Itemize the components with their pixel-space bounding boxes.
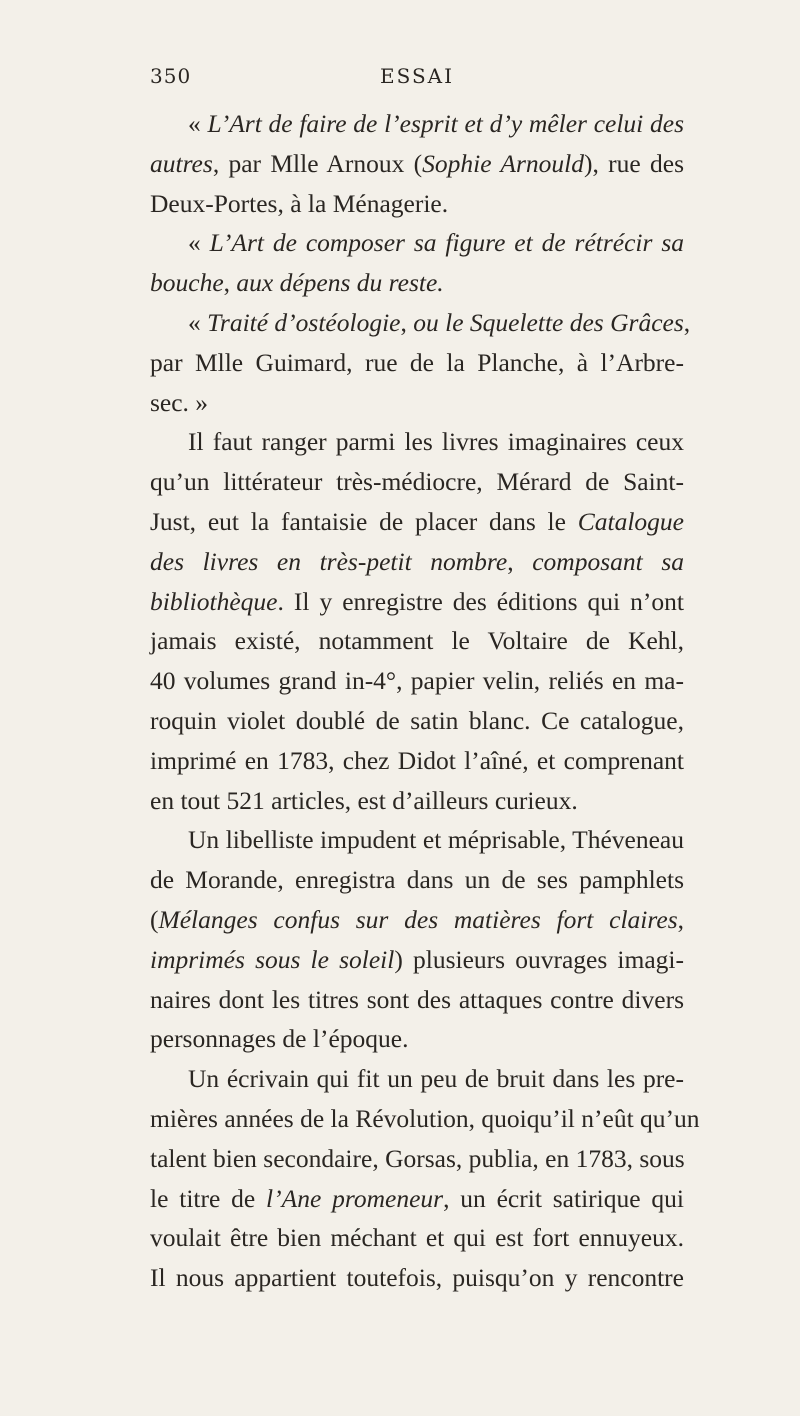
- text-line: [150, 542, 684, 582]
- text-line: [150, 263, 684, 303]
- text-line: [150, 502, 684, 542]
- text-segment: qu’un littérateur très-médiocre, Mérard de Saint-: [150, 467, 684, 497]
- italic-text: Traité d’ostéologie: [207, 307, 401, 337]
- italic-text: ou le Squelette des Grâces: [413, 307, 684, 337]
- text-segment: personnages de l’époque.: [150, 1024, 409, 1054]
- text-segment: , par Mlle Arnoux (: [212, 148, 423, 178]
- text-segment: de Morande, enregistra dans un de ses pamphlets: [150, 865, 684, 895]
- text-line: [150, 1059, 684, 1099]
- text-segment: ,: [400, 307, 414, 337]
- italic-text: Catalogue: [577, 506, 684, 536]
- text-line: [150, 1258, 684, 1298]
- text-segment: «: [188, 307, 208, 337]
- text-line: [150, 1139, 684, 1179]
- text-segment: par Mlle Guimard, rue de la Planche, à l’Arbre-: [150, 347, 684, 377]
- text-segment: ,: [223, 268, 237, 298]
- text-line: [150, 860, 684, 900]
- text-line: [150, 701, 684, 741]
- text-line: [150, 1218, 684, 1258]
- text-line: [150, 1019, 684, 1059]
- text-segment: ,: [677, 904, 684, 934]
- text-segment: Il faut ranger parmi les livres imaginaires ceux: [188, 427, 684, 457]
- italic-text: l’Ane promeneur: [266, 1183, 444, 1213]
- text-line: [150, 144, 684, 184]
- text-segment: en tout 521 articles, est d’ailleurs curieux.: [150, 785, 578, 815]
- text-line: [150, 940, 684, 980]
- text-segment: Just, eut la fantaisie de placer dans le: [150, 506, 578, 536]
- text-line: [150, 661, 684, 701]
- text-segment: , un écrit satirique qui: [443, 1183, 684, 1213]
- text-segment: Un libelliste impudent et méprisable, Théveneau: [188, 825, 684, 855]
- text-segment: naires dont les titres sont des attaques contre divers: [150, 984, 684, 1014]
- text-segment: sec. »: [150, 387, 209, 417]
- text-segment: ,: [507, 546, 533, 576]
- italic-text: imprimés sous le soleil: [150, 944, 395, 974]
- text-line: [150, 741, 684, 781]
- text-line: [150, 781, 684, 821]
- italic-text: bibliothèque: [150, 586, 278, 616]
- text-segment: ,: [683, 307, 691, 337]
- text-line: [150, 383, 684, 423]
- text-segment: roquin violet doublé de satin blanc. Ce catalogue,: [150, 705, 684, 735]
- text-line: [150, 1179, 684, 1219]
- text-segment: «: [188, 109, 208, 138]
- text-line: [150, 223, 684, 263]
- text-segment: Un écrivain qui fit un peu de bruit dans les pre-: [188, 1064, 684, 1094]
- text-line: [150, 900, 684, 940]
- text-line: [150, 303, 691, 343]
- text-segment: «: [188, 228, 210, 258]
- text-segment: voulait être bien méchant et qui est fort ennuyeux.: [150, 1223, 684, 1253]
- italic-text: autres: [150, 148, 213, 178]
- text-line: [150, 184, 684, 224]
- text-segment: le titre de: [150, 1183, 267, 1213]
- text-segment: (: [150, 904, 159, 934]
- page-number: 350: [150, 64, 192, 88]
- text-segment: ) plusieurs ouvrages imagi-: [394, 944, 684, 974]
- page-header: [150, 64, 684, 94]
- text-segment: imprimé en 1783, chez Didot l’aîné, et comprenant: [150, 745, 684, 775]
- italic-text: composant sa: [532, 546, 684, 576]
- running-head: ESSAI: [380, 64, 454, 88]
- text-segment: ), rue des: [583, 148, 684, 178]
- text-segment: Il nous appartient toutefois, puisqu’on y rencontre: [150, 1263, 684, 1293]
- italic-text: Sophie Arnould: [422, 148, 584, 178]
- text-line: [150, 980, 684, 1020]
- italic-text: L’Art de faire de l’esprit et d’y mêler celui des: [207, 109, 684, 138]
- italic-text: L’Art de composer sa figure et de rétrécir sa: [209, 228, 685, 258]
- text-line: [150, 104, 684, 144]
- italic-text: Mélanges confus sur des matières fort claires: [158, 904, 678, 934]
- text-segment: mières années de la Révolution, quoiqu’il n’eût qu’un: [150, 1103, 700, 1133]
- text-line: [150, 422, 684, 462]
- text-segment: jamais existé, notamment le Voltaire de Kehl,: [150, 626, 684, 656]
- text-line: [150, 582, 684, 622]
- italic-text: bouche: [150, 268, 224, 298]
- text-segment: Deux-Portes, à la Ménagerie.: [150, 188, 449, 218]
- body-text: [150, 104, 700, 1298]
- text-line: [150, 820, 684, 860]
- text-line: [150, 462, 684, 502]
- text-segment: . Il y enregistre des éditions qui n’ont: [277, 586, 684, 616]
- text-segment: 40 volumes grand in-4°, papier velin, reliés en ma-: [150, 666, 684, 696]
- text-line: [150, 1099, 700, 1139]
- italic-text: des livres en très-petit nombre: [150, 546, 508, 576]
- text-segment: talent bien secondaire, Gorsas, publia, en 1783, sous: [150, 1143, 685, 1173]
- italic-text: aux dépens du reste.: [236, 268, 444, 298]
- text-line: [150, 343, 684, 383]
- text-line: [150, 621, 684, 661]
